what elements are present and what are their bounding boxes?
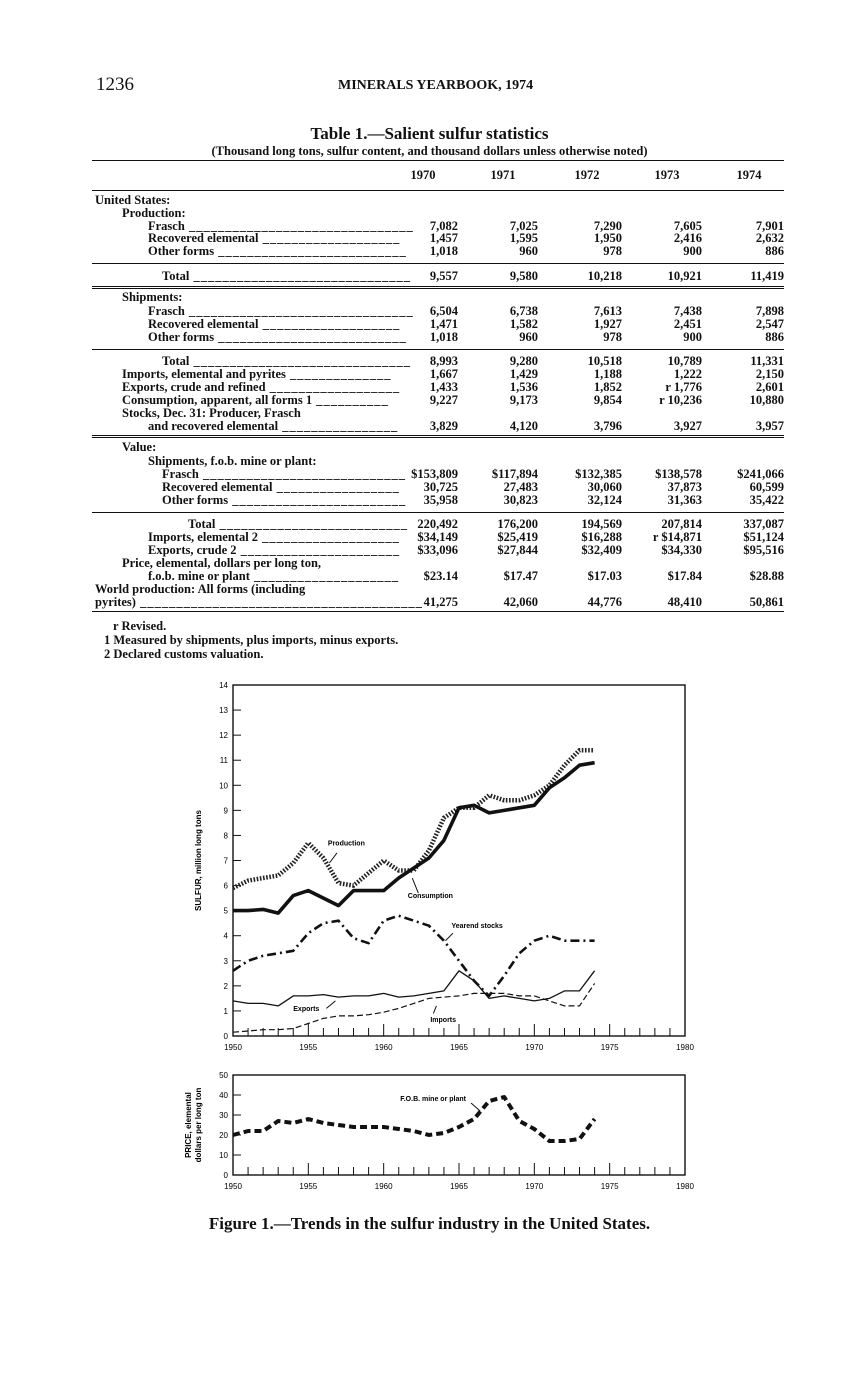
table-cell: 3,796: [593, 419, 622, 433]
table-cell: $132,385: [575, 467, 622, 481]
x-tick-label: 1950: [224, 1182, 242, 1191]
row-label: Recovered elemental: [148, 231, 259, 245]
row-label: and recovered elemental: [148, 419, 279, 433]
leader-dots: __________________________: [214, 244, 407, 258]
annotation-pointer: [471, 1103, 480, 1111]
table-cell: 220,492: [417, 517, 458, 531]
annotation-pointer: [445, 933, 453, 941]
column-header: 1971: [490, 168, 516, 182]
leader-dots: __________: [312, 393, 389, 407]
leader-dots: _______________________________: [184, 219, 414, 233]
table-cell: 11,419: [750, 269, 784, 283]
table-cell: 2,547: [755, 317, 784, 331]
table-rule: [92, 611, 784, 612]
table-cell: 2,632: [755, 231, 784, 245]
row-label: pyrites): [95, 595, 136, 609]
table-cell: 30,823: [503, 493, 538, 507]
table-row: [0, 331, 859, 344]
table-cell: 978: [603, 330, 622, 344]
table-cell: $17.84: [667, 569, 702, 583]
table-cell: 9,557: [429, 269, 458, 283]
table-cell: r $14,871: [652, 530, 702, 544]
table-cell: 9,580: [509, 269, 538, 283]
table-cell: 886: [765, 330, 784, 344]
table-row: [0, 596, 859, 609]
table-cell: 10,789: [667, 354, 702, 368]
leader-dots: _______________________________: [184, 304, 414, 318]
table-cell: 4,120: [509, 419, 538, 433]
table-cell: 48,410: [667, 595, 702, 609]
annotation-label: Production: [327, 840, 365, 848]
table-rule: [92, 349, 784, 350]
y-tick-label: 8: [223, 831, 228, 841]
table-cell: 27,483: [503, 480, 538, 494]
table-cell: $16,288: [581, 530, 622, 544]
table-cell: r 1,776: [665, 380, 702, 394]
table-cell: 176,200: [497, 517, 538, 531]
y-axis-label: PRICE, elemental: [184, 1092, 193, 1158]
y-tick-label: 40: [219, 1091, 228, 1100]
table-cell: 978: [603, 244, 622, 258]
row-label: Other forms: [148, 330, 215, 344]
annotation-label: Consumption: [407, 893, 453, 901]
x-tick-label: 1975: [600, 1182, 619, 1191]
table-cell: 60,599: [749, 480, 784, 494]
series-line-imports: [233, 983, 595, 1032]
table-cell: 35,958: [423, 493, 458, 507]
table-header-row: [0, 169, 859, 182]
table-cell: 1,018: [429, 330, 458, 344]
row-label: Shipments:: [122, 290, 183, 304]
y-tick-label: 1: [223, 1006, 228, 1016]
row-label: Frasch: [162, 467, 199, 481]
row-label: Price, elemental, dollars per long ton,: [122, 556, 322, 570]
y-tick-label: 0: [223, 1032, 228, 1041]
row-label: Other forms: [162, 493, 229, 507]
table-title: Table 1.—Salient sulfur statistics: [310, 124, 549, 143]
row-label: Consumption, apparent, all forms 1: [122, 393, 313, 407]
leader-dots: ____________________________: [198, 467, 406, 481]
table-cell: 900: [683, 244, 702, 258]
row-label: Shipments, f.o.b. mine or plant:: [148, 454, 317, 468]
x-tick-label: 1970: [525, 1182, 544, 1191]
table-cell: 7,290: [593, 219, 622, 233]
table-cell: 32,124: [587, 493, 622, 507]
x-tick-label: 1965: [450, 1043, 468, 1052]
table-rule: [92, 190, 784, 191]
footnote: 1 Measured by shipments, plus imports, minus exports.: [104, 633, 399, 647]
table-cell: 1,457: [429, 231, 458, 245]
row-label: Total: [162, 354, 190, 368]
table-cell: $153,809: [411, 467, 458, 481]
table-cell: $241,066: [737, 467, 784, 481]
row-label: Frasch: [148, 304, 185, 318]
table-cell: 1,188: [593, 367, 622, 381]
table-row: [0, 494, 859, 507]
table-rule: [92, 512, 784, 513]
column-header: 1972: [574, 168, 600, 182]
table-cell: 1,433: [429, 380, 458, 394]
column-header: 1973: [654, 168, 680, 182]
x-tick-label: 1955: [299, 1043, 318, 1052]
table-cell: 1,927: [593, 317, 622, 331]
table-cell: $17.03: [587, 569, 622, 583]
table-cell: 7,898: [755, 304, 784, 318]
y-tick-label: 20: [219, 1131, 228, 1140]
table-cell: $28.88: [749, 569, 784, 583]
table-cell: 1,536: [509, 380, 538, 394]
figure-caption: Figure 1.—Trends in the sulfur industry in the United States.: [208, 1214, 651, 1233]
table-cell: 1,429: [509, 367, 538, 381]
row-label: Recovered elemental: [162, 480, 273, 494]
annotation-pointer: [326, 1001, 335, 1009]
table-cell: 1,471: [429, 317, 458, 331]
row-label: Imports, elemental and pyrites: [122, 367, 286, 381]
table-cell: $32,409: [581, 543, 622, 557]
y-tick-label: 9: [223, 806, 228, 816]
table-cell: 7,613: [593, 304, 622, 318]
page-number: 1236: [96, 74, 134, 95]
row-label: Total: [162, 269, 190, 283]
y-tick-label: 30: [219, 1111, 228, 1120]
annotation-label: Imports: [430, 1017, 457, 1025]
table-cell: 7,605: [673, 219, 702, 233]
table-rule: [92, 286, 784, 289]
table-cell: r 10,236: [659, 393, 702, 407]
x-tick-label: 1970: [525, 1043, 544, 1052]
table-cell: 31,363: [667, 493, 702, 507]
table-cell: 1,018: [429, 244, 458, 258]
y-tick-label: 13: [219, 706, 228, 716]
y-tick-label: 4: [223, 931, 228, 941]
annotation-label: Exports: [293, 1005, 320, 1013]
table-cell: 9,227: [429, 393, 458, 407]
leader-dots: ______________________________: [189, 269, 411, 283]
leader-dots: __________________________: [215, 517, 408, 531]
series-line-f-o-b-mine-or-plant: [233, 1097, 595, 1141]
table-cell: 900: [683, 330, 702, 344]
row-label: United States:: [95, 193, 171, 207]
table-cell: 6,738: [509, 304, 538, 318]
table-cell: 41,275: [423, 595, 458, 609]
table-cell: 3,829: [429, 419, 458, 433]
table-cell: 37,873: [667, 480, 702, 494]
table-cell: 7,025: [509, 219, 538, 233]
y-tick-label: 10: [219, 1151, 228, 1160]
column-header: 1970: [410, 168, 436, 182]
table-row: [0, 245, 859, 258]
table-cell: 7,438: [673, 304, 702, 318]
table-cell: 30,060: [587, 480, 622, 494]
table-cell: 6,504: [429, 304, 458, 318]
table-cell: $27,844: [497, 543, 538, 557]
table-cell: $17.47: [503, 569, 538, 583]
table-cell: 44,776: [587, 595, 622, 609]
leader-dots: ______________________________: [189, 354, 411, 368]
table-cell: 1,667: [429, 367, 458, 381]
y-tick-label: 2: [223, 981, 228, 991]
leader-dots: ____________________: [249, 569, 399, 583]
leader-dots: __________________: [265, 380, 401, 394]
running-title: MINERALS YEARBOOK, 1974: [338, 78, 534, 93]
leader-dots: ______________________: [236, 543, 401, 557]
column-header: 1974: [736, 168, 762, 182]
row-label: World production: All forms (including: [95, 582, 306, 596]
table-rule: [92, 435, 784, 438]
table-cell: 10,921: [667, 269, 702, 283]
row-label: f.o.b. mine or plant: [148, 569, 250, 583]
table-row: [0, 441, 859, 454]
table-cell: 960: [519, 330, 538, 344]
x-tick-label: 1975: [600, 1043, 619, 1052]
table-cell: $34,330: [661, 543, 702, 557]
table-cell: 1,222: [673, 367, 702, 381]
table-cell: 2,601: [755, 380, 784, 394]
row-label: Production:: [122, 206, 186, 220]
x-tick-label: 1950: [224, 1043, 242, 1052]
y-tick-label: 12: [219, 731, 228, 741]
annotation-pointer: [329, 853, 337, 863]
table-row: [0, 270, 859, 283]
row-label: Exports, crude and refined: [122, 380, 266, 394]
table-cell: 7,082: [429, 219, 458, 233]
table-cell: 207,814: [661, 517, 702, 531]
table-cell: 10,518: [587, 354, 622, 368]
table-cell: 3,957: [755, 419, 784, 433]
x-tick-label: 1960: [374, 1043, 393, 1052]
table-cell: 1,582: [509, 317, 538, 331]
table-cell: $34,149: [417, 530, 458, 544]
table-cell: 11,331: [750, 354, 784, 368]
row-label: Recovered elemental: [148, 317, 259, 331]
table-cell: 10,218: [587, 269, 622, 283]
table-cell: 960: [519, 244, 538, 258]
row-label: Imports, elemental 2: [148, 530, 259, 544]
row-label: Value:: [122, 440, 157, 454]
y-tick-label: 50: [219, 1071, 228, 1080]
leader-dots: __________________________: [214, 330, 407, 344]
x-tick-label: 1980: [676, 1182, 694, 1191]
table-cell: 50,861: [749, 595, 784, 609]
table-cell: 1,852: [593, 380, 622, 394]
row-label: Frasch: [148, 219, 185, 233]
table-cell: 194,569: [581, 517, 622, 531]
table-cell: 10,880: [749, 393, 784, 407]
row-label: Stocks, Dec. 31: Producer, Frasch: [122, 406, 301, 420]
series-line-consumption: [233, 763, 595, 913]
table-cell: 2,451: [673, 317, 702, 331]
table-cell: 9,173: [509, 393, 538, 407]
y-tick-label: 14: [219, 681, 228, 690]
leader-dots: ________________: [278, 419, 399, 433]
table-cell: 1,950: [593, 231, 622, 245]
table-row: [0, 291, 859, 304]
y-tick-label: 10: [219, 781, 228, 791]
table-cell: $25,419: [497, 530, 538, 544]
table-cell: 8,993: [429, 354, 458, 368]
x-tick-label: 1965: [450, 1182, 468, 1191]
y-tick-label: 5: [223, 906, 228, 916]
series-line-exports: [233, 971, 595, 1006]
footnote: r Revised.: [113, 619, 167, 633]
table-cell: $95,516: [743, 543, 784, 557]
row-label: Exports, crude 2: [148, 543, 237, 557]
table-cell: $23.14: [423, 569, 458, 583]
table-row: [0, 420, 859, 433]
y-tick-label: 11: [219, 756, 228, 766]
row-label: Total: [188, 517, 216, 531]
annotation-label: Yearend stocks: [451, 923, 503, 931]
annotation-pointer: [433, 1006, 436, 1014]
y-tick-label: 7: [223, 856, 228, 866]
table-cell: 30,725: [423, 480, 458, 494]
annotation-pointer: [412, 878, 418, 893]
table-cell: 7,901: [755, 219, 784, 233]
table-cell: 9,854: [593, 393, 622, 407]
table-cell: 886: [765, 244, 784, 258]
table-cell: 337,087: [743, 517, 784, 531]
plot-frame: [233, 685, 685, 1036]
leader-dots: ___________________: [258, 530, 400, 544]
y-tick-label: 3: [223, 956, 228, 966]
x-tick-label: 1980: [676, 1043, 694, 1052]
table-cell: 1,595: [509, 231, 538, 245]
x-tick-label: 1955: [299, 1182, 318, 1191]
y-tick-label: 6: [223, 881, 228, 891]
sulfur-price-chart: [185, 1068, 705, 1203]
table-cell: 9,280: [509, 354, 538, 368]
leader-dots: ___________________: [258, 231, 401, 245]
table-cell: 2,416: [673, 231, 702, 245]
leader-dots: ________________________: [228, 493, 407, 507]
table-cell: $33,096: [417, 543, 458, 557]
annotation-label: F.O.B. mine or plant: [400, 1096, 466, 1103]
y-tick-label: 0: [223, 1171, 228, 1180]
table-subtitle: (Thousand long tons, sulfur content, and thousand dollars unless otherwise noted): [211, 144, 648, 158]
table-cell: $117,894: [491, 467, 538, 481]
table-cell: $138,578: [655, 467, 702, 481]
row-label: Other forms: [148, 244, 215, 258]
x-tick-label: 1960: [374, 1182, 393, 1191]
table-cell: 3,927: [673, 419, 702, 433]
table-cell: 42,060: [503, 595, 538, 609]
table-cell: 2,150: [755, 367, 784, 381]
table-cell: 35,422: [749, 493, 784, 507]
leader-dots: _________________: [272, 480, 400, 494]
leader-dots: _______________________________________: [135, 595, 423, 609]
table-rule: [92, 263, 784, 264]
footnote: 2 Declared customs valuation.: [104, 647, 264, 661]
y-axis-label: SULFUR, million long tons: [194, 810, 203, 911]
y-axis-label: dollars per long ton: [194, 1087, 203, 1163]
sulfur-tonnage-chart: [185, 678, 705, 1063]
series-line-yearend-stocks: [233, 916, 595, 996]
leader-dots: ___________________: [258, 317, 401, 331]
leader-dots: ______________: [285, 367, 392, 381]
table-cell: $51,124: [743, 530, 784, 544]
table-rule: [92, 160, 784, 161]
